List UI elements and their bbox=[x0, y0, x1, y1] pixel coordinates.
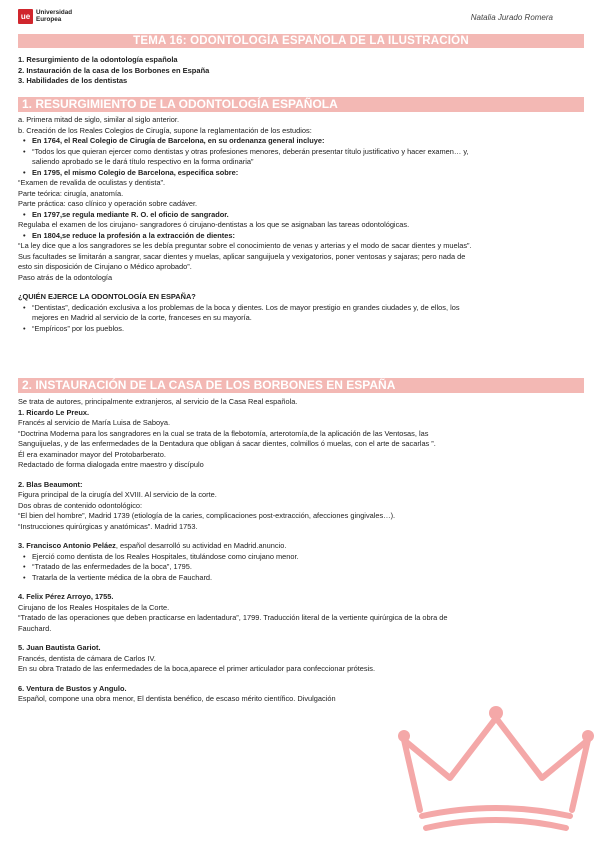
paragraph: b. Creación de los Reales Colegios de Cirugía, supone la reglamentación de los estudios: bbox=[18, 125, 312, 135]
topic-index bbox=[18, 55, 209, 87]
bullet-item: • “Tratado de las enfermedades de la boca”, 1795. bbox=[18, 562, 584, 573]
paragraph: Francés, dentista de cámara de Carlos IV. bbox=[18, 653, 156, 663]
paragraph: Sus facultades se limitarán a sangrar, sacar dientes y muelas, aplicar sanguijuela y vexigatorios, poner ventosas y sajaras; pero nada de bbox=[18, 251, 466, 261]
author-name: Natalia Jurado Romera bbox=[470, 13, 553, 22]
index-item: 1. Resurgimiento de la odontología española bbox=[18, 55, 178, 64]
crown-icon bbox=[392, 700, 600, 840]
paragraph: “Doctrina Moderna para los sangradores en la cual se trata de la flebotomía, arterotomía,de la aplicación de las Ventosas, las bbox=[18, 428, 429, 438]
paragraph: Parte práctica: caso clínico y operación sobre cadáver. bbox=[18, 199, 198, 208]
logo-icon: ue bbox=[18, 9, 33, 24]
author-heading: 4. Felix Pérez Arroyo, 1755. bbox=[18, 592, 114, 601]
paragraph: Él era examinador mayor del Protobarberato. bbox=[18, 449, 166, 459]
question-heading: ¿QUIÉN EJERCE LA ODONTOLOGÍA EN ESPAÑA? bbox=[18, 292, 196, 301]
paragraph: En su obra Tratado de las enfermedades de la boca,aparece el primer articulador para confeccionar prótesis. bbox=[18, 664, 376, 673]
bullet-item: • Ejerció como dentista de los Reales Hospitales, titulándose como cirujano menor. bbox=[18, 552, 584, 563]
bullet-text: “Todos los que quieran ejercer como dentistas y otras profesiones menores, deberán presentar título justificativo y hacer examen… y, bbox=[32, 146, 469, 156]
paragraph: Sanguijuelas, y de las enfermedades de la Dentadura que obligan á sacar dientes, colmillos ó muelas, con el arte de sacarlas ”. bbox=[18, 439, 436, 448]
author-heading: 6. Ventura de Bustos y Angulo. bbox=[18, 683, 127, 693]
bullet-item: • Tratarla de la vertiente médica de la obra de Fauchard. bbox=[18, 573, 584, 584]
logo-text bbox=[36, 10, 72, 23]
paragraph: Francés al servicio de María Luisa de Saboya. bbox=[18, 418, 170, 427]
section-heading-1: 1. RESURGIMIENTO DE LA ODONTOLOGÍA ESPAÑOLA bbox=[18, 97, 584, 112]
bullet-item: • En 1804,se reduce la profesión a la extracción de dientes: bbox=[18, 231, 584, 242]
paragraph: Dos obras de contenido odontológico: bbox=[18, 500, 143, 510]
bullet-item: • En 1797,se regula mediante R. O. el oficio de sangrador. bbox=[18, 210, 584, 221]
author-desc: , español desarrolló su actividad en Madrid.anuncio. bbox=[115, 541, 287, 550]
page-title: TEMA 16: ODONTOLOGÍA ESPAÑOLA DE LA ILUSTRACIÓN bbox=[18, 34, 584, 48]
paragraph: “La ley dice que a los sangradores se les debía preguntar sobre el conocimiento de venas y arterias y el modo de sacar dientes y muelas”. bbox=[18, 241, 472, 250]
bullet-text: “Dentistas”, dedicación exclusiva a los problemas de la boca y dientes. Los de mayor prestigio en grandes ciudades y, de ellos, los bbox=[32, 302, 460, 312]
bullet-text: saliendo aprobado se le dará título respectivo en la forma ordinaria” bbox=[32, 157, 254, 166]
paragraph: Figura principal de la cirugía del XVIII. Al servicio de la corte. bbox=[18, 490, 217, 499]
author-heading bbox=[18, 541, 584, 552]
paragraph: Cirujano de los Reales Hospitales de la Corte. bbox=[18, 602, 170, 612]
section-2-body bbox=[18, 397, 584, 705]
paragraph: Se trata de autores, principalmente extranjeros, al servicio de la Casa Real española. bbox=[18, 397, 298, 406]
university-logo bbox=[18, 9, 72, 24]
paragraph: a. Primera mitad de siglo, similar al siglo anterior. bbox=[18, 115, 180, 124]
paragraph: Fauchard. bbox=[18, 623, 52, 633]
paragraph: “Tratado de las operaciones que deben practicarse en ladentadura”, 1799. Traducción literal de la vertiente quirúrgica de la obra de bbox=[18, 613, 448, 622]
paragraph: esto sin disposición de Cirujano o Médico aprobado”. bbox=[18, 262, 192, 271]
paragraph: Español, compone una obra menor, El dentista benéfico, de escaso mérito científico. Divulgación bbox=[18, 694, 336, 703]
paragraph: Paso atrás de la odontología bbox=[18, 272, 113, 282]
author-heading: 5. Juan Bautista Gariot. bbox=[18, 643, 101, 652]
index-item: 3. Habilidades de los dentistas bbox=[18, 76, 128, 85]
paragraph: “El bien del hombre”, Madrid 1739 (etiología de la caries, complicaciones post-extracción, afecciones gingivales…). bbox=[18, 511, 396, 520]
paragraph: Regulaba el examen de los cirujano- sangradores ó cirujano-dentistas a los que se asignaban las tareas odontológicas. bbox=[18, 220, 410, 229]
bullet-item bbox=[18, 147, 584, 168]
author-name-bold: 3. Francisco Antonio Peláez bbox=[18, 541, 116, 550]
bullet-text: mejores en Madrid al servicio de la corte, franceses en su mayoría. bbox=[32, 313, 252, 322]
bullet-item: • En 1764, el Real Colegio de Cirugía de Barcelona, en su ordenanza general incluye: bbox=[18, 136, 584, 147]
section-1-body bbox=[18, 115, 584, 334]
paragraph: “Examen de revalida de oculistas y dentista”. bbox=[18, 178, 166, 187]
bullet-item: • En 1795, el mismo Colegio de Barcelona, especifica sobre: bbox=[18, 168, 584, 179]
author-heading: 1. Ricardo Le Preux. bbox=[18, 407, 90, 417]
author-heading: 2. Blas Beaumont: bbox=[18, 479, 83, 489]
section-heading-2: 2. INSTAURACIÓN DE LA CASA DE LOS BORBONES EN ESPAÑA bbox=[18, 378, 584, 393]
index-item: 2. Instauración de la casa de los Borbones en España bbox=[18, 65, 210, 75]
logo-line-1: Universidad bbox=[36, 9, 73, 16]
paragraph: Redactado de forma dialogada entre maestro y discípulo bbox=[18, 460, 204, 469]
bullet-item: • “Empíricos” por los pueblos. bbox=[18, 324, 584, 335]
paragraph: Parte teórica: cirugía, anatomía. bbox=[18, 188, 124, 198]
paragraph: “Instrucciones quirúrgicas y anatómicas”. Madrid 1753. bbox=[18, 521, 198, 531]
logo-line-2: Europea bbox=[36, 15, 62, 23]
page-header bbox=[0, 0, 600, 34]
bullet-item bbox=[18, 303, 584, 324]
